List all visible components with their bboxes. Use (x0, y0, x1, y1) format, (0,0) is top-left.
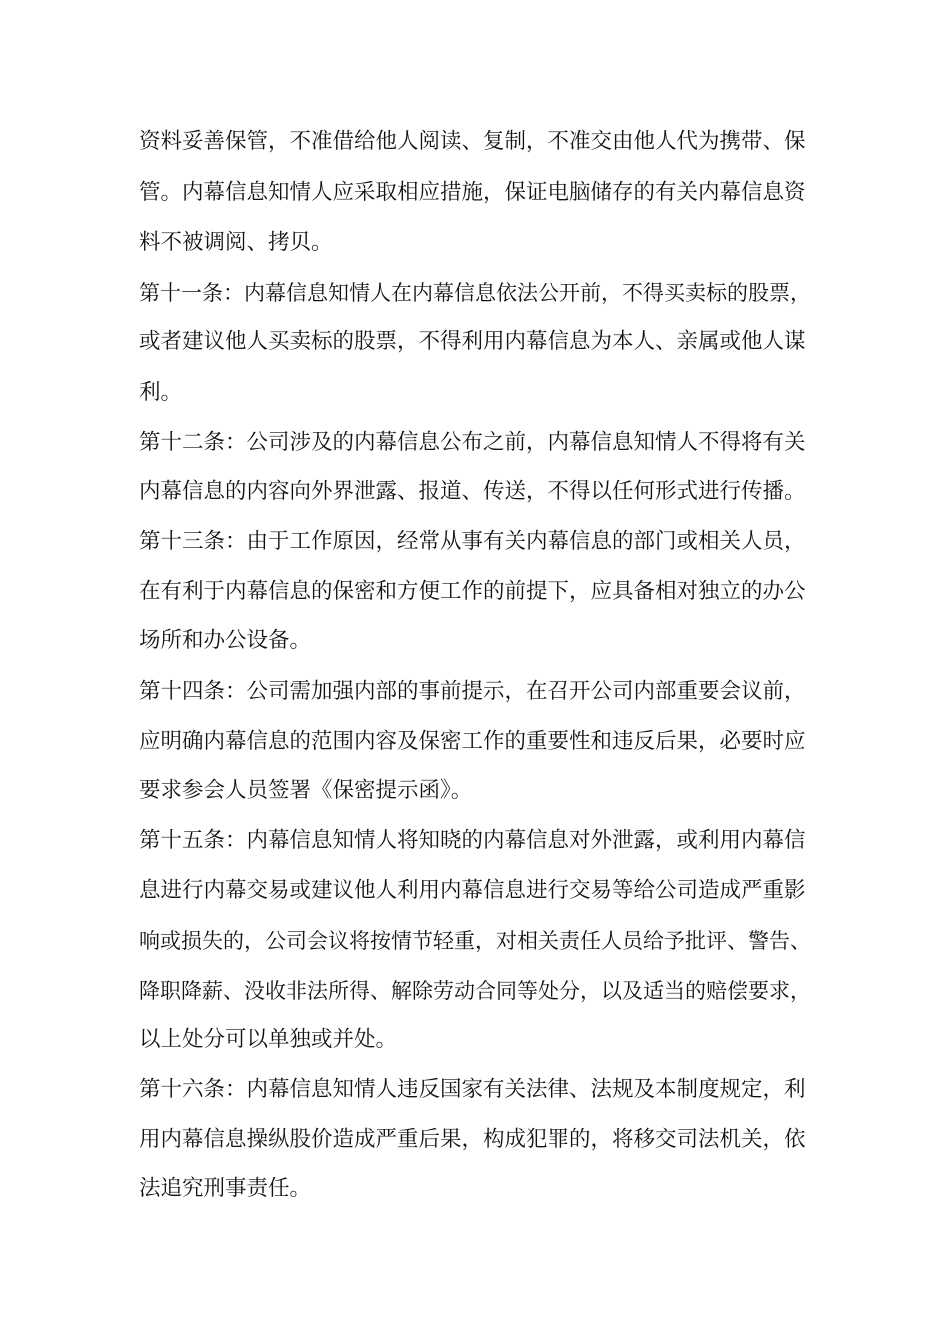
text-line: 第十二条：公司涉及的内幕信息公布之前，内幕信息知情人不得将有关 (139, 430, 806, 455)
text-line: 法追究刑事责任。 (139, 1176, 312, 1201)
text-line: 以上处分可以单独或并处。 (139, 1027, 398, 1052)
text-line: 第十四条：公司需加强内部的事前提示，在召开公司内部重要会议前， (139, 679, 806, 704)
text-line: 利。 (139, 380, 183, 405)
text-line: 要求参会人员签署《保密提示函》。 (139, 778, 473, 803)
text-line: 第十五条：内幕信息知情人将知晓的内幕信息对外泄露，或利用内幕信 (139, 828, 806, 853)
text-line: 场所和办公设备。 (139, 628, 312, 653)
text-line: 响或损失的，公司会议将按情节轻重，对相关责任人员给予批评、警告、 (139, 929, 811, 953)
text-line: 内幕信息的内容向外界泄露、报道、传送，不得以任何形式进行传播。 (139, 479, 806, 504)
text-line: 降职降薪、没收非法所得、解除劳动合同等处分，以及适当的赔偿要求， (139, 979, 811, 1003)
text-line: 资料妥善保管，不准借给他人阅读、复制，不准交由他人代为携带、保 (139, 129, 806, 154)
text-line: 管。内幕信息知情人应采取相应措施，保证电脑储存的有关内幕信息资 (139, 180, 806, 205)
text-line: 应明确内幕信息的范围内容及保密工作的重要性和违反后果，必要时应 (139, 729, 806, 754)
text-line: 息进行内幕交易或建议他人利用内幕信息进行交易等给公司造成严重影 (139, 878, 806, 903)
text-line: 第十三条：由于工作原因，经常从事有关内幕信息的部门或相关人员， (139, 529, 806, 554)
text-line: 或者建议他人买卖标的股票，不得利用内幕信息为本人、亲属或他人谋 (139, 329, 806, 354)
text-line: 料不被调阅、拷贝。 (139, 230, 333, 255)
text-line: 第十一条：内幕信息知情人在内幕信息依法公开前，不得买卖标的股票， (139, 281, 811, 305)
text-line: 用内幕信息操纵股价造成严重后果，构成犯罪的，将移交司法机关，依 (139, 1127, 806, 1152)
text-line: 第十六条：内幕信息知情人违反国家有关法律、法规及本制度规定，利 (139, 1077, 806, 1102)
text-line: 在有利于内幕信息的保密和方便工作的前提下，应具备相对独立的办公 (139, 579, 806, 604)
